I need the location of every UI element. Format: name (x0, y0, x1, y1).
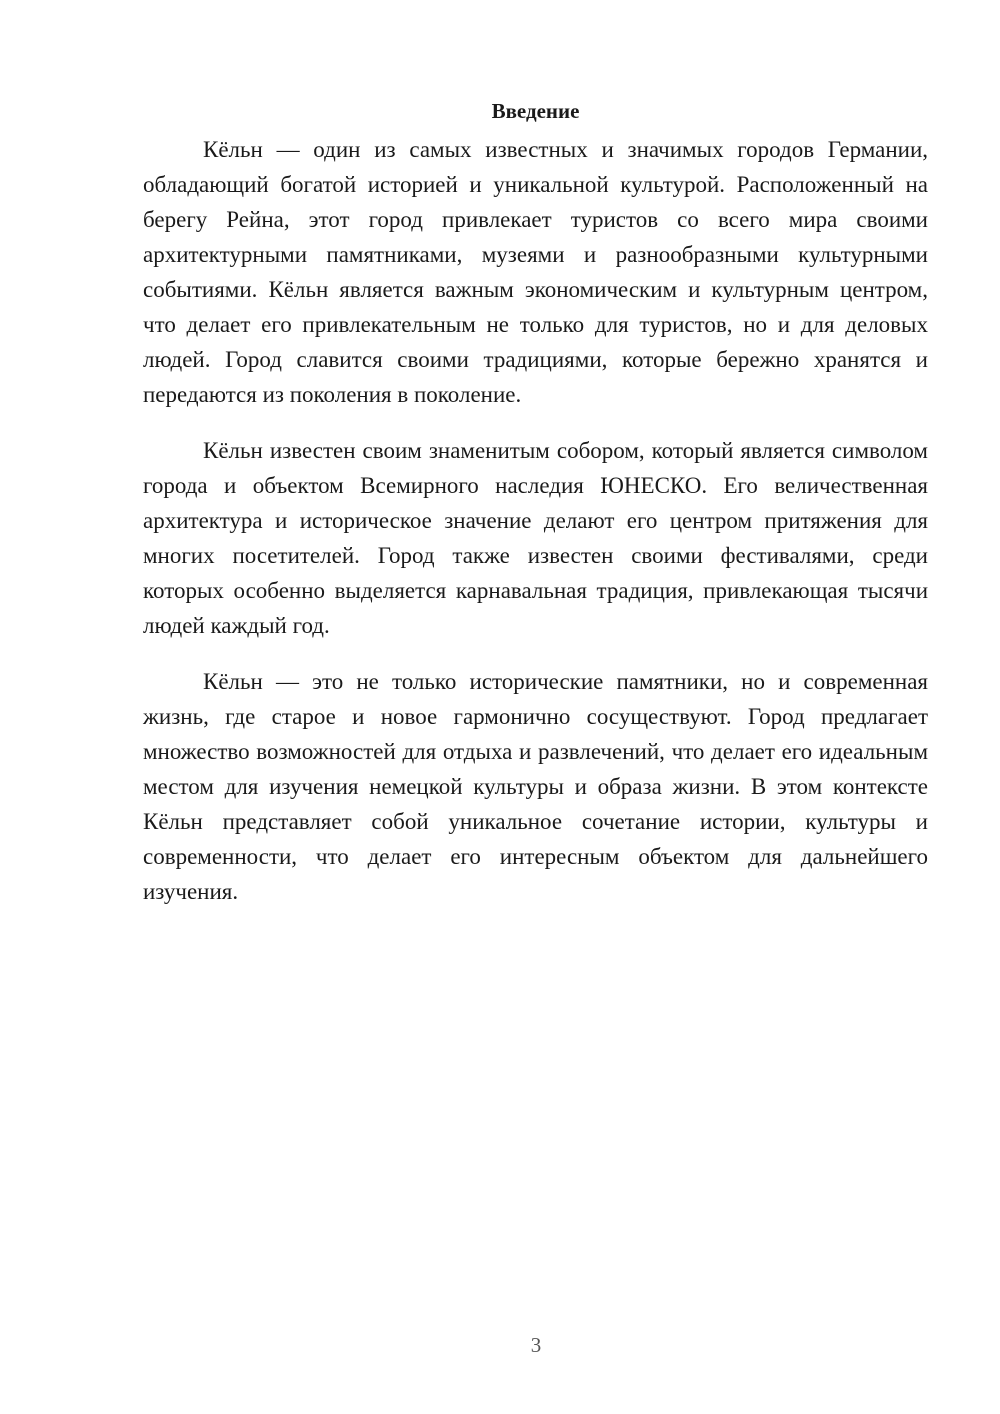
paragraph-1: Кёльн — один из самых известных и значимых городов Германии, обладающий богатой историей и уникальной культурой. Расположенный на берегу Рейна, этот город привлекает туристов со всего мира своими архитектурными памятниками, музеями и разнообразными культурными событиями. Кёльн является важным экономическим и культурным центром, что делает его привлекательным не только для туристов, но и для деловых людей. Город славится своими традициями, которые бережно хранятся и передаются из поколения в поколение. (143, 137, 928, 407)
paragraph-3: Кёльн — это не только исторические памятники, но и современная жизнь, где старое и новое гармонично сосуществуют. Город предлагает множество возможностей для отдыха и развлечений, что делает его идеальным местом для изучения немецкой культуры и образа жизни. В этом контексте Кёльн представляет собой уникальное сочетание истории, культуры и современности, что делает его интересным объектом для дальнейшего изучения. (143, 669, 928, 904)
page-content (143, 97, 928, 930)
page-number: 3 (530, 1333, 542, 1357)
section-heading: Введение (491, 99, 580, 123)
paragraph-2: Кёльн известен своим знаменитым собором, который является символом города и объектом Всемирного наследия ЮНЕСКО. Его величественная архитектура и историческое значение делают его центром притяжения для многих посетителей. Город также известен своими фестивалями, среди которых особенно выделяется карнавальная традиция, привлекающая тысячи людей каждый год. (143, 438, 928, 638)
